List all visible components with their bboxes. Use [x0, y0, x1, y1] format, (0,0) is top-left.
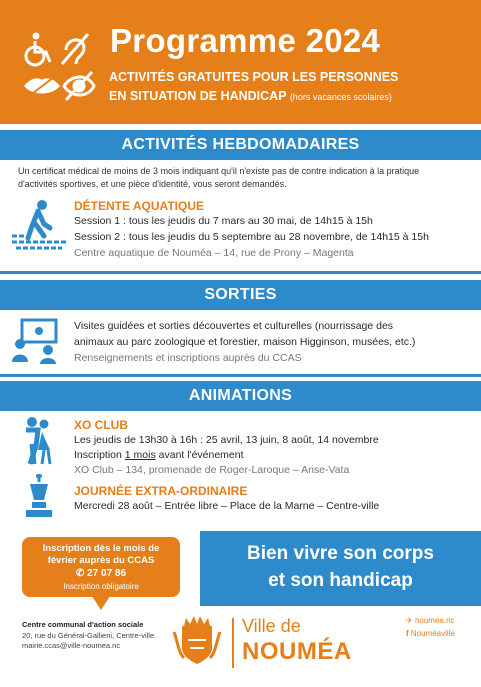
- xo-line2-a: Inscription: [74, 449, 125, 461]
- footer-web: noumea.nc: [414, 616, 455, 625]
- xo-line1: Les jeudis de 13h30 à 16h : 25 avril, 13 juin, 8 août, 14 novembre: [74, 434, 379, 446]
- xo-line2-b: 1 mois: [124, 449, 156, 461]
- divider: [0, 271, 481, 274]
- outings-line3: Renseignements et inscriptions auprès du CCAS: [74, 352, 302, 364]
- outings-line1: Visites guidées et sorties découvertes et culturelles (nourrissage des: [74, 320, 394, 332]
- speech-icon: [24, 74, 60, 100]
- weekly-intro-line2: d'activités sportives, et une pièce d'identité, vous seront demandés.: [18, 179, 287, 189]
- xo-title: XO CLUB: [74, 418, 128, 432]
- xo-location: XO Club – 134, promenade de Roger-Laroque – Anse-Vata: [74, 464, 350, 476]
- journee-line: Mercredi 28 août – Entrée libre – Place de la Marne – Centre-ville: [74, 500, 380, 512]
- bubble-line1: Inscription dès le mois de: [42, 543, 160, 554]
- subtitle-line2: [109, 89, 392, 103]
- bubble-phone: 27 07 86: [87, 568, 127, 579]
- section-animations-heading: ANIMATIONS: [0, 381, 481, 411]
- subtitle-line2-text: EN SITUATION DE HANDICAP: [109, 89, 287, 103]
- vision-icon: [64, 72, 94, 100]
- swimming-icon: [10, 198, 68, 250]
- logo-divider: [232, 618, 234, 668]
- footer-facebook: Nouméaville: [410, 629, 455, 638]
- phone-icon: ✆: [75, 568, 88, 579]
- outings-line2: animaux au parc zoologique et forestier, maison Higginson, musées, etc.): [74, 336, 416, 348]
- bubble-tail: [92, 596, 110, 610]
- accessibility-icons: [22, 30, 96, 106]
- xo-line2: [74, 449, 244, 461]
- subtitle-line1: ACTIVITÉS GRATUITES POUR LES PERSONNES: [109, 70, 399, 84]
- dance-icon: [20, 416, 56, 466]
- bubble-phone-row: [22, 568, 180, 579]
- session1: Session 1 : tous les jeudis du 7 mars au 30 mai, de 14h15 à 15h: [74, 215, 373, 227]
- bubble-note: Inscription obligatoire: [63, 582, 139, 591]
- slogan-line2: et son handicap: [268, 570, 413, 591]
- footer-facebook-row[interactable]: [406, 629, 455, 638]
- city-name-line1: Ville de: [242, 616, 301, 636]
- xo-line2-c: avant l'événement: [155, 449, 244, 461]
- subtitle-note: (hors vacances scolaires): [289, 92, 392, 102]
- divider: [0, 374, 481, 377]
- facebook-icon: f: [406, 629, 411, 638]
- journee-title: JOURNÉE EXTRA-ORDINAIRE: [74, 484, 248, 498]
- bubble-line2: février auprès du CCAS: [47, 555, 155, 566]
- section-weekly-heading: ACTIVITÉS HEBDOMADAIRES: [0, 130, 481, 160]
- detente-location: Centre aquatique de Nouméa – 14, rue de Prony – Magenta: [74, 247, 354, 259]
- weekly-intro-line1: Un certificat médical de moins de 3 mois indiquant qu'il n'existe pas de contre indication à la pratique: [18, 166, 420, 176]
- footer-org: Centre communal d'action sociale: [22, 620, 144, 629]
- city-name-line2: NOUMÉA: [242, 638, 352, 665]
- hearing-icon: [62, 34, 88, 64]
- slogan-line1: Bien vivre son corps: [247, 543, 434, 564]
- footer-web-row[interactable]: [406, 616, 455, 625]
- city-crest-logo: [172, 612, 222, 668]
- footer-address: 20, rue du Général-Gallieni, Centre-ville: [22, 631, 155, 640]
- presentation-icon: [10, 316, 62, 364]
- web-icon: ✈: [406, 616, 415, 625]
- chess-icon: [22, 474, 58, 518]
- detente-title: DÉTENTE AQUATIQUE: [74, 199, 205, 213]
- footer-email[interactable]: mairie.ccas@ville-noumea.nc: [22, 641, 121, 650]
- section-outings-heading: SORTIES: [0, 280, 481, 310]
- wheelchair-icon: [26, 33, 50, 66]
- page-title: Programme 2024: [110, 22, 381, 59]
- session2: Session 2 : tous les jeudis du 5 septembre au 28 novembre, de 14h15 à 15h: [74, 231, 429, 243]
